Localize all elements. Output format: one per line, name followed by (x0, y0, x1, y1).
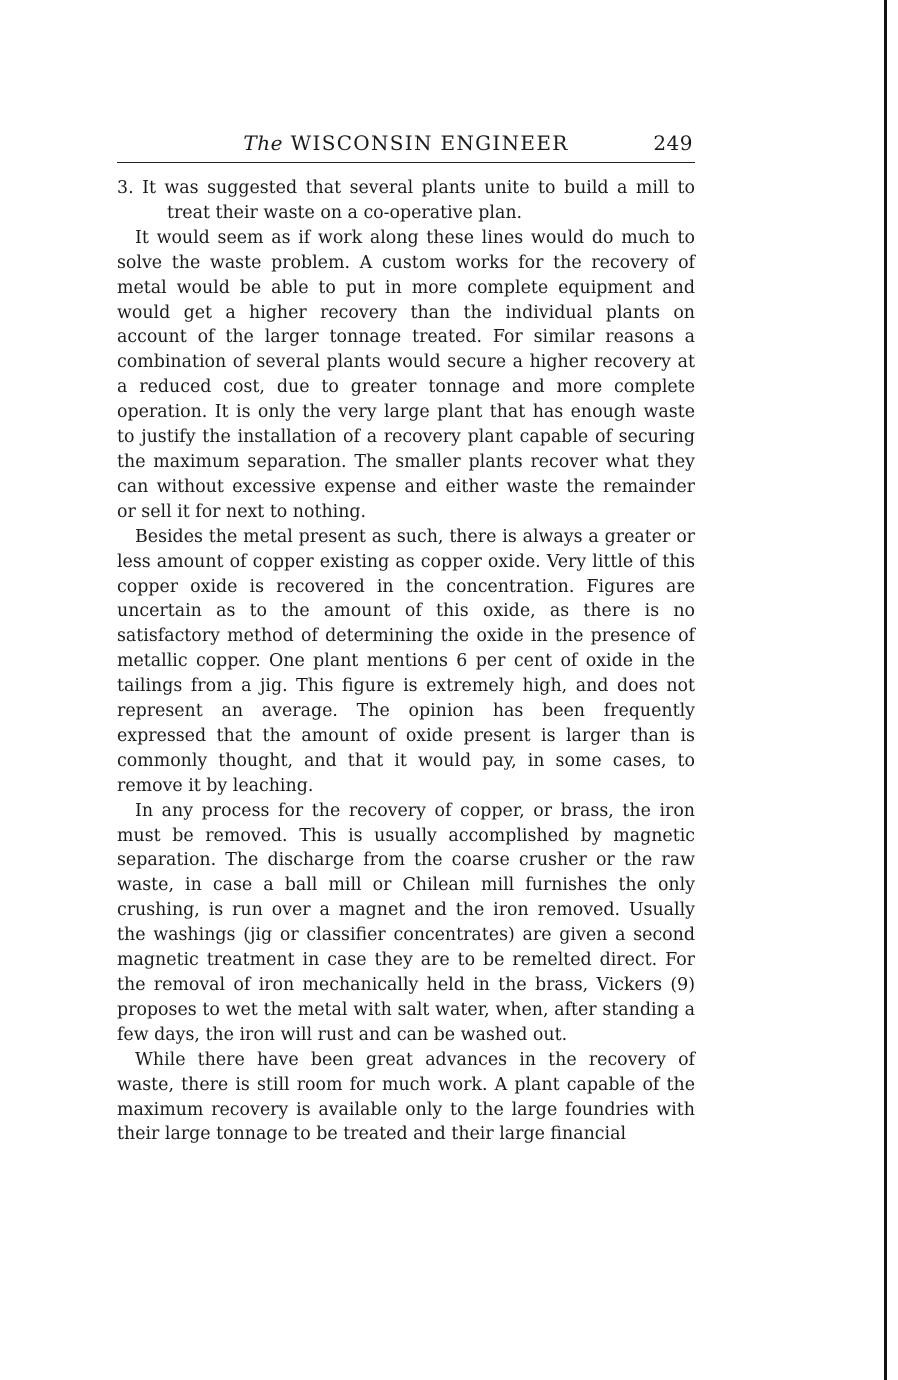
list-item-paragraph: 3. It was suggested that several plants unite to build a mill to treat their waste on a co-operative plan. (117, 178, 695, 223)
paragraph: While there have been great advances in the recovery of waste, there is still room for much work. A plant capable of the maximum recovery is available only to the large foundries with their large tonnage to be treated and their large financial (117, 1049, 695, 1145)
page-number: 249 (653, 131, 693, 155)
header-rule (117, 162, 695, 163)
paragraph: Besides the metal present as such, there is always a greater or less amount of copper existing as copper oxide. Very little of this copper oxide is recovered in the concentration. Figures are uncertain as to the amount of this oxide, as there is no satisfactory method of determining the oxide in the presence of metallic copper. One plant mentions 6 per cent of oxide in the tailings from a jig. This figure is extremely high, and does not represent an average. The opinion has been frequently expressed that the amount of oxide present is larger than is commonly thought, and that it would pay, in some cases, to remove it by leaching. (117, 526, 695, 796)
article-body (117, 176, 695, 1147)
journal-title-article: The (243, 131, 283, 155)
page-edge (884, 0, 887, 1380)
journal-title (117, 131, 695, 155)
paragraph: It would seem as if work along these lines would do much to solve the waste problem. A custom works for the recovery of metal would be able to put in more complete equipment and would get a higher recovery than the individual plants on account of the larger tonnage treated. For similar reasons a combination of several plants would secure a higher recovery at a reduced cost, due to greater tonnage and more complete operation. It is only the very large plant that has enough waste to justify the installation of a recovery plant capable of securing the maximum separation. The smaller plants recover what they can without excessive expense and either waste the remainder or sell it for next to nothing. (117, 227, 695, 522)
running-header (117, 128, 695, 158)
paragraph: In any process for the recovery of copper, or brass, the iron must be removed. This is usually accomplished by magnetic separation. The discharge from the coarse crusher or the raw waste, in case a ball mill or Chilean mill furnishes the only crushing, is run over a magnet and the iron removed. Usually the washings (jig or classifier concentrates) are given a second magnetic treatment in case they are to be remelted direct. For the removal of iron mechanically held in the brass, Vickers (9) proposes to wet the metal with salt water, when, after standing a few days, the iron will rust and can be washed out. (117, 800, 695, 1045)
journal-title-name: WISCONSIN ENGINEER (290, 131, 569, 155)
